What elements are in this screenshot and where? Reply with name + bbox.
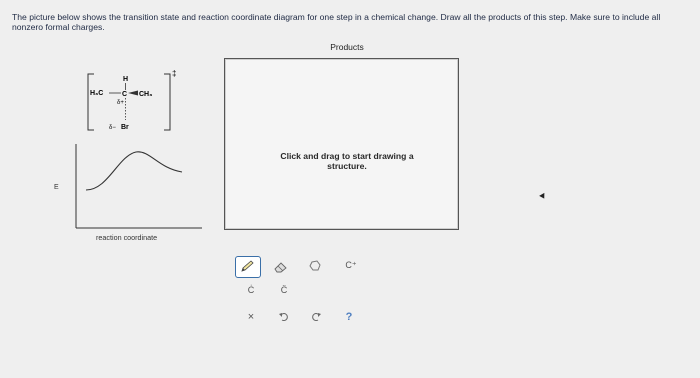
- energy-curve: [86, 152, 182, 190]
- atom-h: H: [123, 76, 129, 83]
- lone-pair-icon: C̈: [280, 285, 288, 295]
- energy-axis-label: E: [54, 184, 59, 191]
- template-tool-button[interactable]: [305, 257, 327, 275]
- clear-icon: ×: [247, 311, 255, 323]
- atom-br: Br: [121, 124, 129, 131]
- pencil-icon: [240, 260, 256, 274]
- lone-pair-tool-button[interactable]: [273, 281, 295, 299]
- radical-icon: Ċ: [247, 285, 255, 295]
- atom-center: C: [122, 91, 128, 98]
- double-dagger: ‡: [172, 69, 177, 78]
- partial-plus: δ+: [117, 100, 124, 106]
- redo-icon: [310, 311, 322, 323]
- products-label: Products: [330, 42, 364, 52]
- group-right: CH₃: [139, 91, 153, 98]
- template-icon: [308, 259, 324, 273]
- eraser-icon: [273, 260, 289, 274]
- group-left: H₃C: [90, 90, 104, 97]
- right-bracket: [164, 74, 170, 130]
- radical-tool-button[interactable]: [240, 281, 262, 299]
- undo-icon: [278, 311, 290, 323]
- structure-drawing-canvas[interactable]: [224, 58, 459, 230]
- drawing-hint: Click and drag to start drawing a structure.: [280, 151, 414, 171]
- cation-icon: C⁺: [345, 259, 357, 270]
- reaction-coordinate-label: reaction coordinate: [96, 233, 158, 242]
- transition-state-diagram: [66, 68, 206, 236]
- undo-button[interactable]: [273, 308, 295, 326]
- help-icon: ?: [345, 311, 353, 323]
- question-instructions: The picture below shows the transition state and reaction coordinate diagram for one step in a chemical change. Draw all the products of this step. Make sure to include all nonzero formal charges.: [12, 12, 661, 32]
- wedge-bond: [128, 91, 138, 96]
- reaction-diagram: [66, 68, 206, 241]
- mouse-cursor: [539, 193, 547, 200]
- pencil-tool-button[interactable]: [235, 256, 261, 278]
- help-button[interactable]: [338, 308, 360, 326]
- eraser-tool-button[interactable]: [270, 258, 292, 276]
- redo-button[interactable]: [305, 308, 327, 326]
- clear-button[interactable]: [240, 308, 262, 326]
- left-bracket: [88, 74, 94, 130]
- partial-minus: δ−: [109, 125, 116, 131]
- cation-tool-button[interactable]: [340, 256, 362, 274]
